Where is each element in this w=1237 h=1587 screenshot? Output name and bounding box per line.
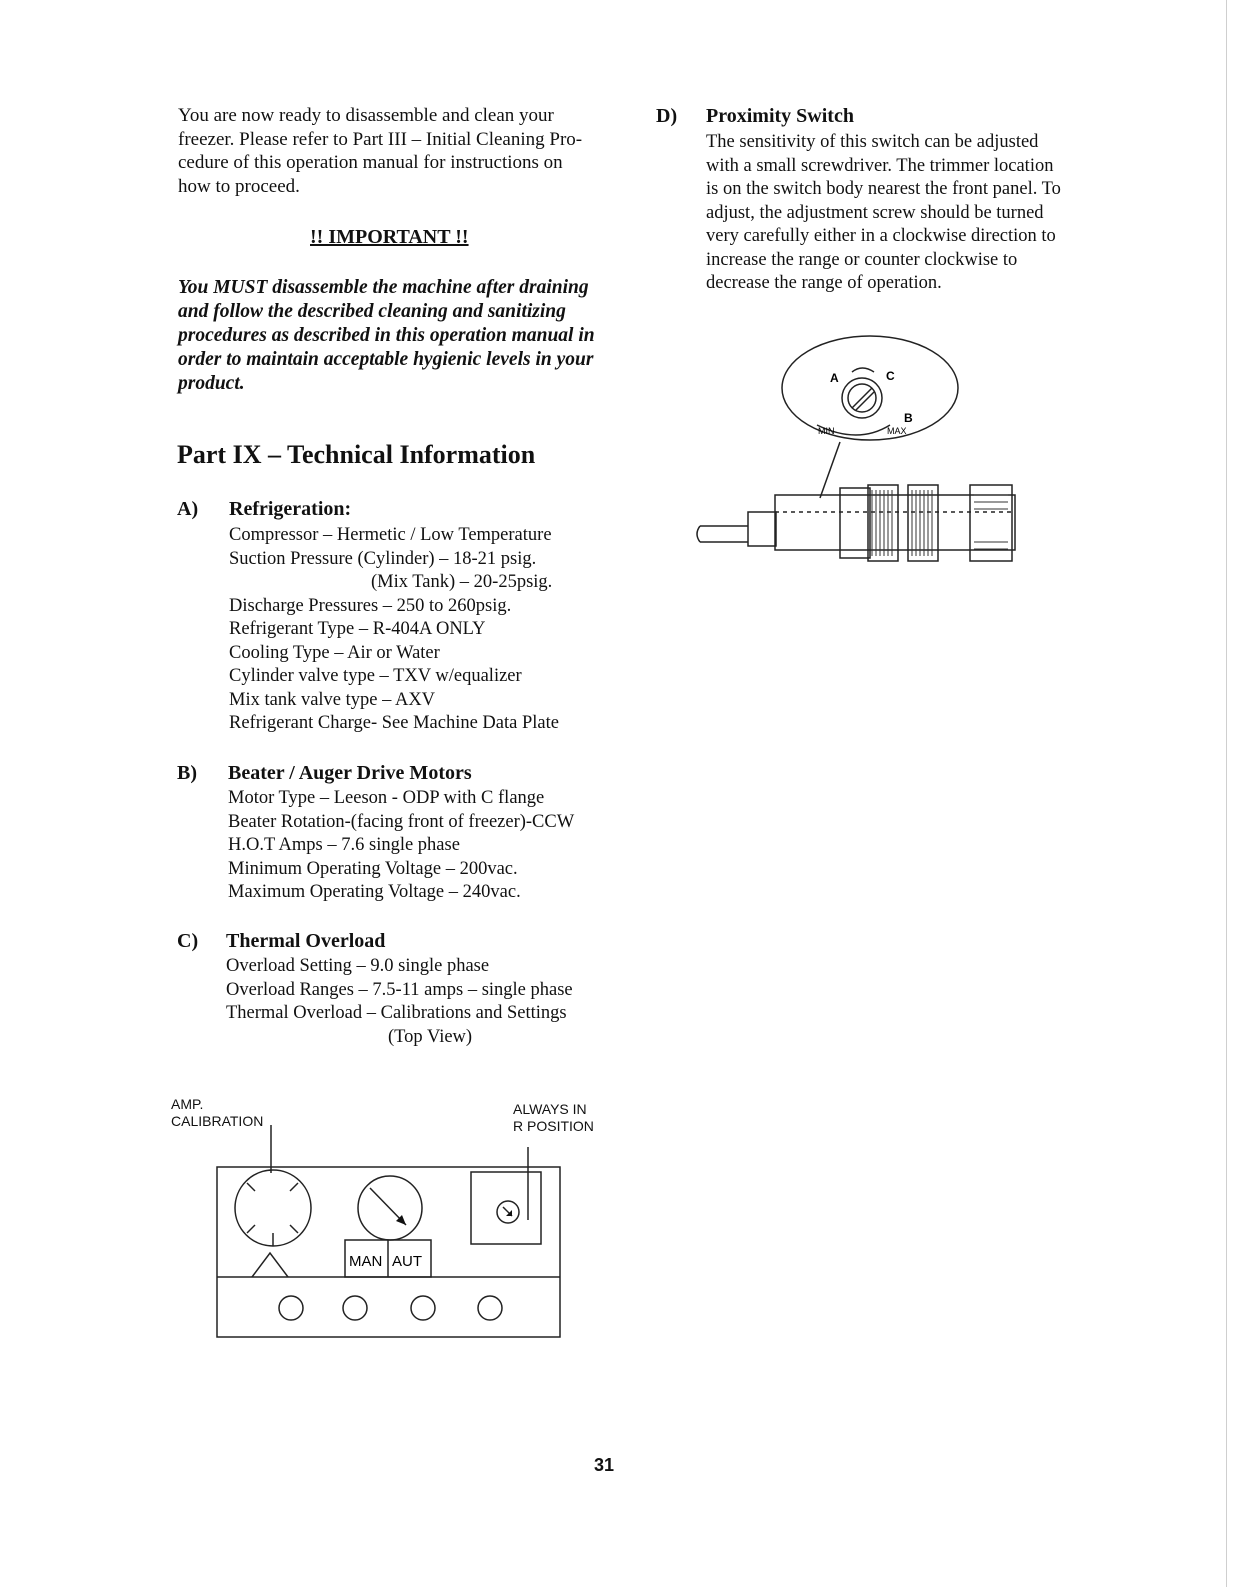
spec-line: (Mix Tank) – 20-25psig. xyxy=(371,572,553,592)
spec-line: Maximum Operating Voltage – 240vac. xyxy=(228,882,521,902)
spec-line: Compressor – Hermetic / Low Temperature xyxy=(229,525,552,545)
section-a-title: Refrigeration: xyxy=(229,498,352,520)
terminal-screw xyxy=(279,1296,303,1320)
section-d-letter: D) xyxy=(656,105,678,127)
intro-paragraph xyxy=(178,104,582,198)
spec-line: Suction Pressure (Cylinder) – 18-21 psig. xyxy=(229,548,537,569)
section-d-body xyxy=(706,131,1061,296)
spec-line: is on the switch body nearest the front panel. To xyxy=(706,179,1061,199)
trimmer-callout-ellipse xyxy=(782,336,958,440)
spec-line: increase the range or counter clockwise to xyxy=(706,249,1018,270)
reset-window xyxy=(471,1172,541,1244)
spec-line: Mix tank valve type – AXV xyxy=(229,689,436,710)
spec-line: Overload Ranges – 7.5-11 amps – single phase xyxy=(226,979,573,1000)
intro-line: freezer. Please refer to Part III – Initial Cleaning Pro- xyxy=(178,128,583,150)
page-edge-line xyxy=(1226,0,1227,1587)
trimmer-label-b: B xyxy=(904,411,913,425)
callout-pointer xyxy=(820,442,840,498)
proximity-switch-diagram xyxy=(690,330,1030,570)
important-line: order to maintain acceptable hygienic levels in your xyxy=(178,349,594,370)
spec-line: decrease the range of operation. xyxy=(706,273,942,293)
spec-line: Minimum Operating Voltage – 200vac. xyxy=(228,858,518,879)
spec-line: Discharge Pressures – 250 to 260psig. xyxy=(229,595,512,616)
spec-line: H.O.T Amps – 7.6 single phase xyxy=(228,835,460,855)
section-c-letter: C) xyxy=(177,930,199,952)
amp-label-line: AMP. xyxy=(171,1096,204,1112)
page-number: 31 xyxy=(594,1455,615,1475)
section-b-body xyxy=(228,787,574,905)
intro-line: how to proceed. xyxy=(178,175,300,197)
section-a-letter: A) xyxy=(177,498,199,520)
spec-line: adjust, the adjustment screw should be turned xyxy=(706,202,1044,223)
spec-line: (Top View) xyxy=(388,1026,473,1047)
man-button-label: MAN xyxy=(349,1253,383,1270)
trimmer-label-c: C xyxy=(886,369,895,383)
spec-line: Overload Setting – 9.0 single phase xyxy=(226,956,490,976)
spec-line: Cooling Type – Air or Water xyxy=(229,642,440,663)
terminal-screw xyxy=(343,1296,367,1320)
trimmer-label-a: A xyxy=(830,371,839,385)
spec-line: with a small screwdriver. The trimmer location xyxy=(706,155,1054,176)
spec-line: Motor Type – Leeson - ODP with C flange xyxy=(228,788,545,808)
amp-label-line: CALIBRATION xyxy=(171,1113,264,1129)
spec-line: Refrigerant Charge- See Machine Data Plate xyxy=(229,713,559,733)
important-heading: !! IMPORTANT !! xyxy=(310,226,469,248)
important-body xyxy=(178,276,618,396)
important-line: You MUST disassemble the machine after draining xyxy=(178,277,589,298)
aut-button-label: AUT xyxy=(392,1253,422,1270)
section-c-body xyxy=(226,955,573,1049)
intro-line: cedure of this operation manual for instructions on xyxy=(178,152,563,173)
section-a-body xyxy=(229,524,559,736)
intro-line: You are now ready to disassemble and clean your xyxy=(178,105,554,126)
terminal-screw xyxy=(478,1296,502,1320)
spec-line: very carefully either in a clockwise direction to xyxy=(706,226,1056,246)
part-heading: Part IX – Technical Information xyxy=(177,440,536,469)
important-line: procedures as described in this operation manual in xyxy=(178,325,595,346)
trimmer-label-min: MIN xyxy=(818,426,835,436)
section-b-title: Beater / Auger Drive Motors xyxy=(228,762,472,784)
trimmer-arc xyxy=(852,368,874,372)
section-b-letter: B) xyxy=(177,762,197,784)
spec-line: Refrigerant Type – R-404A ONLY xyxy=(229,619,486,639)
always-label-line: R POSITION xyxy=(513,1118,594,1134)
section-d-title: Proximity Switch xyxy=(706,105,854,127)
spec-line: Beater Rotation-(facing front of freezer)-CCW xyxy=(228,811,575,832)
spec-line: Cylinder valve type – TXV w/equalizer xyxy=(229,666,522,686)
section-c-title: Thermal Overload xyxy=(226,930,386,952)
terminal-screw xyxy=(411,1296,435,1320)
spec-line: The sensitivity of this switch can be adjusted xyxy=(706,132,1039,152)
always-label-line: ALWAYS IN xyxy=(513,1101,587,1117)
spec-line: Thermal Overload – Calibrations and Settings xyxy=(226,1003,567,1023)
thermal-overload-diagram xyxy=(210,1125,570,1347)
important-line: and follow the described cleaning and sanitizing xyxy=(178,301,566,322)
dial-stand xyxy=(252,1253,288,1277)
trimmer-label-max: MAX xyxy=(887,426,907,436)
important-line: product. xyxy=(178,373,245,394)
